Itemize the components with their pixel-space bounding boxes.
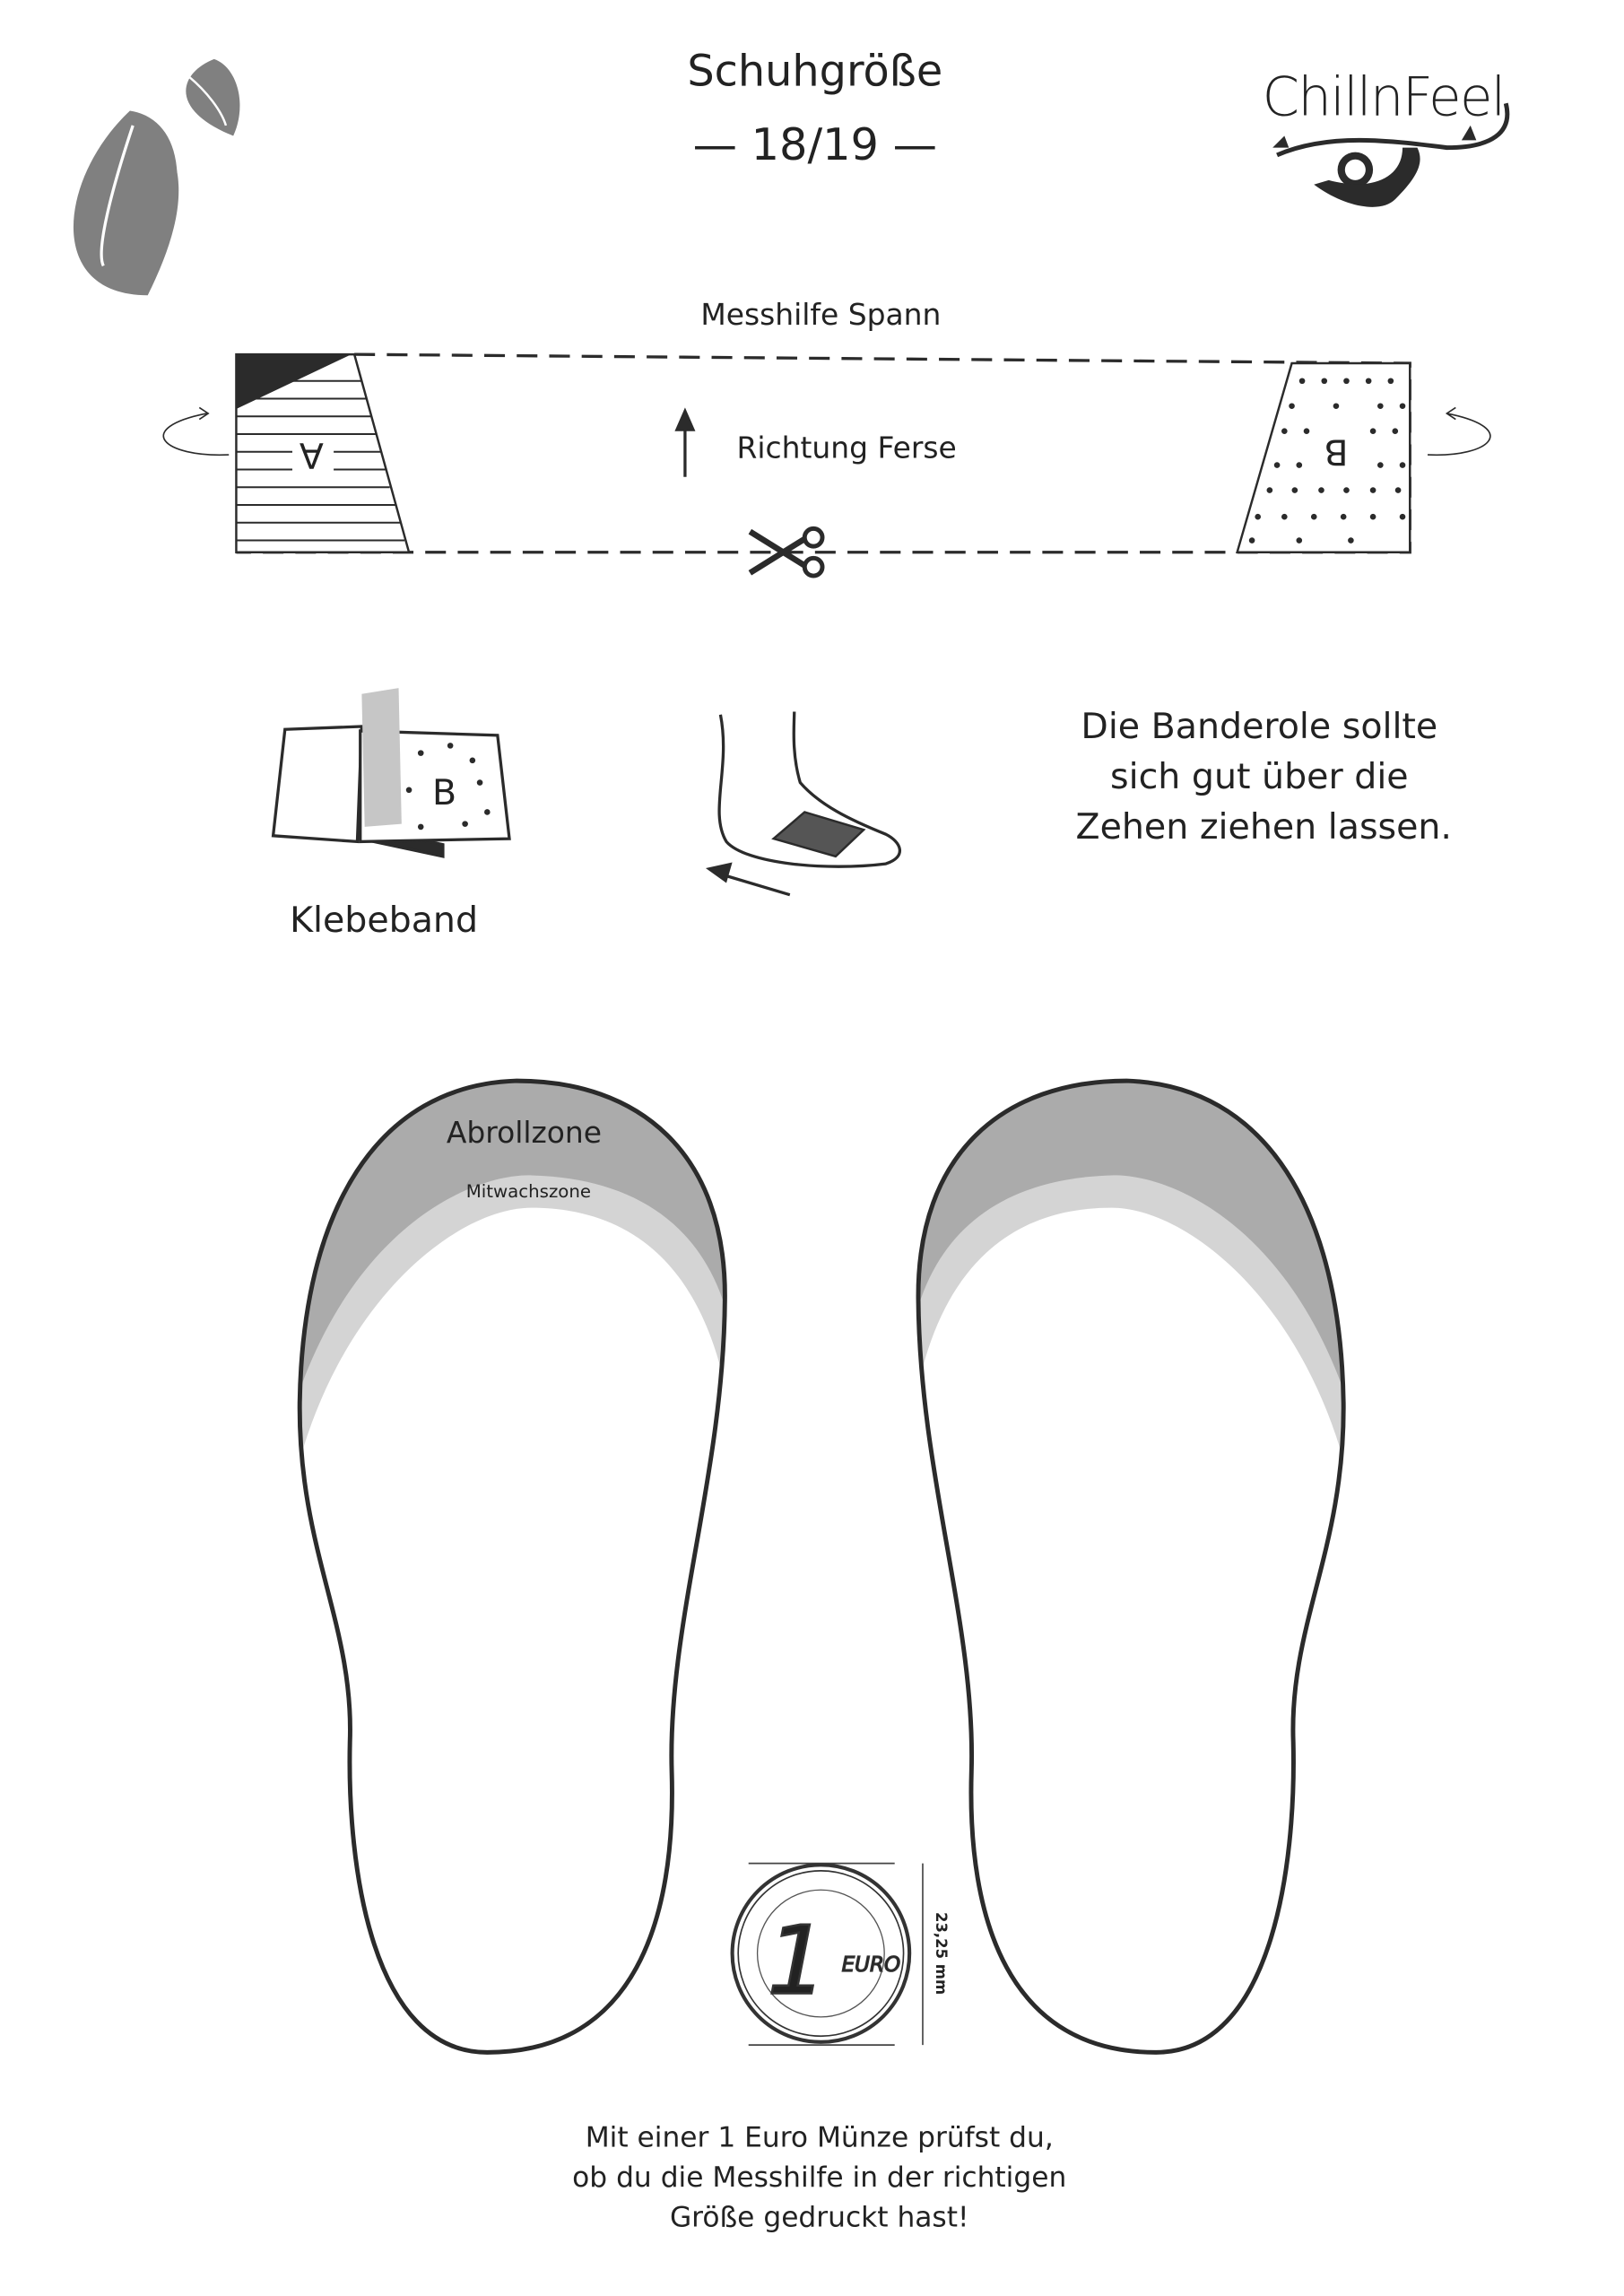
fold-arrow-right-icon bbox=[1428, 407, 1490, 455]
flap-a bbox=[236, 354, 409, 552]
page-title: Schuhgröße bbox=[687, 47, 943, 97]
shoe-size: — 18/19 — bbox=[692, 117, 938, 170]
growth-zone-label: Mitwachszone bbox=[465, 1181, 592, 1203]
tape-label: Klebeband bbox=[290, 899, 479, 941]
roll-zone-label: Abrollzone bbox=[446, 1115, 603, 1151]
direction-label: Richtung Ferse bbox=[736, 430, 957, 465]
footer-line: Mit einer 1 Euro Münze prüfst du, bbox=[585, 2121, 1054, 2154]
flap-b-label: B bbox=[1324, 430, 1349, 473]
flap-b bbox=[1238, 363, 1411, 552]
note-line: Zehen ziehen lassen. bbox=[1075, 806, 1453, 848]
coin-number: 1 bbox=[767, 1905, 828, 2016]
tape-letter: B bbox=[432, 772, 457, 814]
band-title: Messhilfe Spann bbox=[700, 297, 942, 333]
leaf-icon bbox=[74, 59, 240, 295]
note-line: Die Banderole sollte bbox=[1081, 706, 1438, 748]
note-line: sich gut über die bbox=[1110, 756, 1409, 798]
footer-line: ob du die Messhilfe in der richtigen bbox=[572, 2161, 1067, 2195]
brand-name: ChillnFeel bbox=[1262, 65, 1507, 128]
arrow-up-icon bbox=[674, 407, 695, 476]
coin-currency: EURO bbox=[841, 1952, 901, 1977]
euro-coin-reference bbox=[733, 1864, 950, 2045]
left-foot-template bbox=[281, 1063, 738, 2096]
sloth-icon bbox=[1314, 148, 1420, 207]
foot-band-illustration bbox=[706, 712, 899, 895]
coin-dimension: 23,25 mm bbox=[932, 1912, 950, 1996]
footer-line: Größe gedruckt hast! bbox=[669, 2201, 969, 2234]
right-foot-template bbox=[905, 1063, 1362, 2096]
fold-arrow-left-icon bbox=[163, 407, 229, 455]
brand-logo bbox=[1263, 65, 1507, 206]
tape-illustration bbox=[274, 688, 509, 857]
flap-a-label: A bbox=[299, 433, 324, 475]
arrow-left-icon bbox=[706, 862, 733, 883]
